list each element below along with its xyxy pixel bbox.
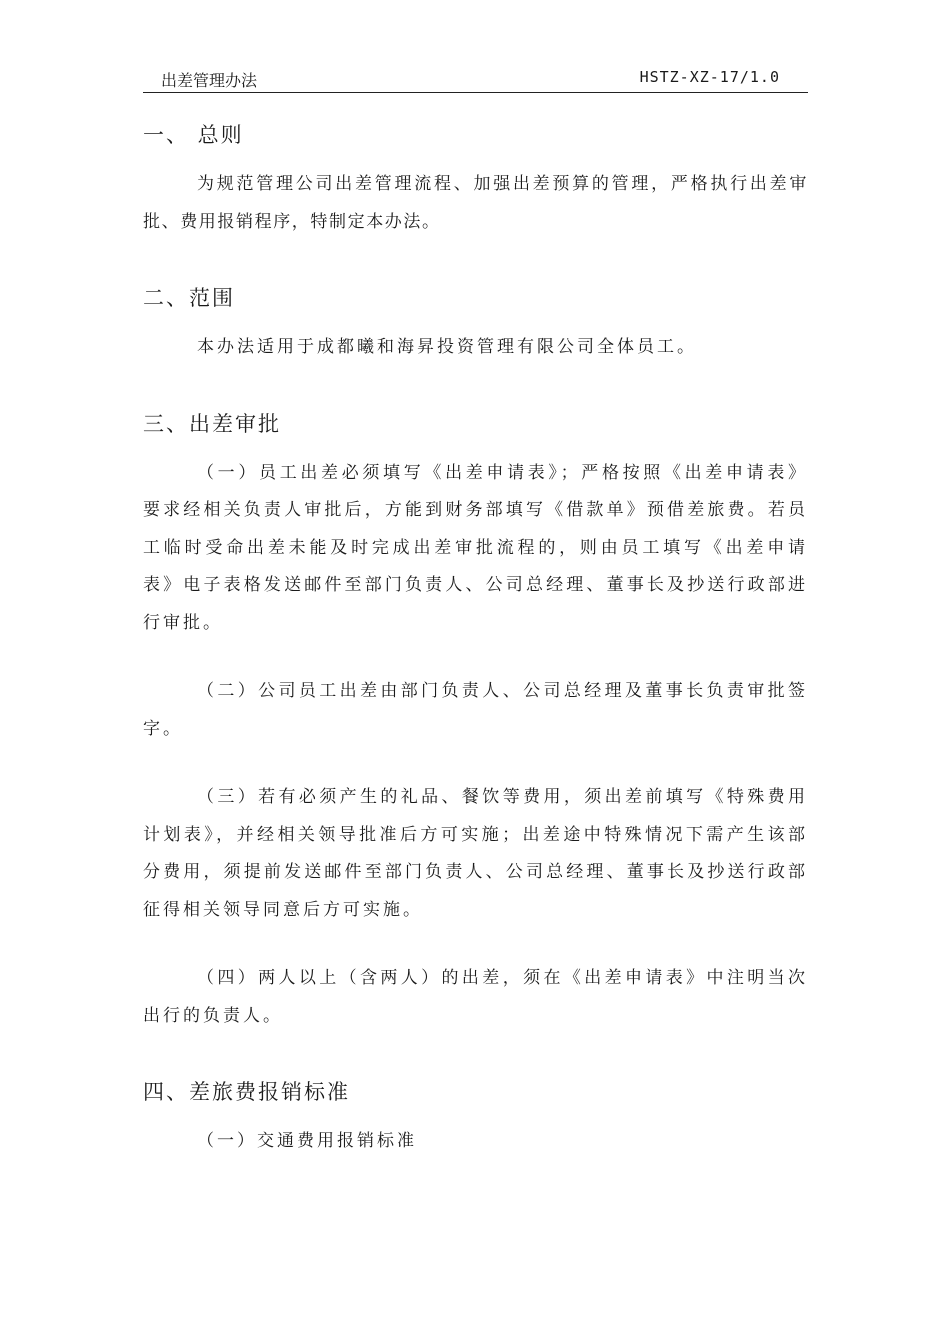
section-title: 四、差旅费报销标准 [143, 1080, 350, 1104]
page-header [143, 64, 808, 93]
section-approval [143, 407, 808, 1036]
section-expense-standards [143, 1075, 808, 1161]
paragraph: 本办法适用于成都曦和海昇投资管理有限公司全体员工。 [197, 337, 697, 357]
header-doc-code: HSTZ-XZ-17/1.0 [639, 68, 780, 86]
paragraph: （二）公司员工出差由部门负责人、公司总经理及董事长负责审批签字。 [143, 681, 808, 739]
paragraph: （四）两人以上（含两人）的出差，须在《出差申请表》中注明当次出行的负责人。 [143, 968, 808, 1026]
section-title: 二、范围 [143, 286, 235, 310]
section-title: 一、 总则 [143, 123, 244, 147]
section-general [143, 118, 808, 241]
section-scope [143, 281, 808, 367]
document-body [143, 118, 808, 1161]
paragraph: （三）若有必须产生的礼品、餐饮等费用，须出差前填写《特殊费用计划表》，并经相关领导批准后方可实施；出差途中特殊情况下需产生该部分费用，须提前发送邮件至部门负责人、公司总经理、董事长及抄送行政部征得相关领导同意后方可实施。 [143, 787, 808, 920]
paragraph: （一）员工出差必须填写《出差申请表》；严格按照《出差申请表》要求经相关负责人审批后，方能到财务部填写《借款单》预借差旅费。若员工临时受命出差未能及时完成出差审批流程的，则由员工填写《出差申请表》电子表格发送邮件至部门负责人、公司总经理、董事长及抄送行政部进行审批。 [143, 462, 808, 633]
paragraph: （一）交通费用报销标准 [197, 1131, 417, 1151]
section-title: 三、出差审批 [143, 411, 281, 436]
paragraph: 为规范管理公司出差管理流程、加强出差预算的管理，严格执行出差审批、费用报销程序，特制定本办法。 [143, 174, 808, 232]
header-title: 出差管理办法 [161, 71, 258, 90]
